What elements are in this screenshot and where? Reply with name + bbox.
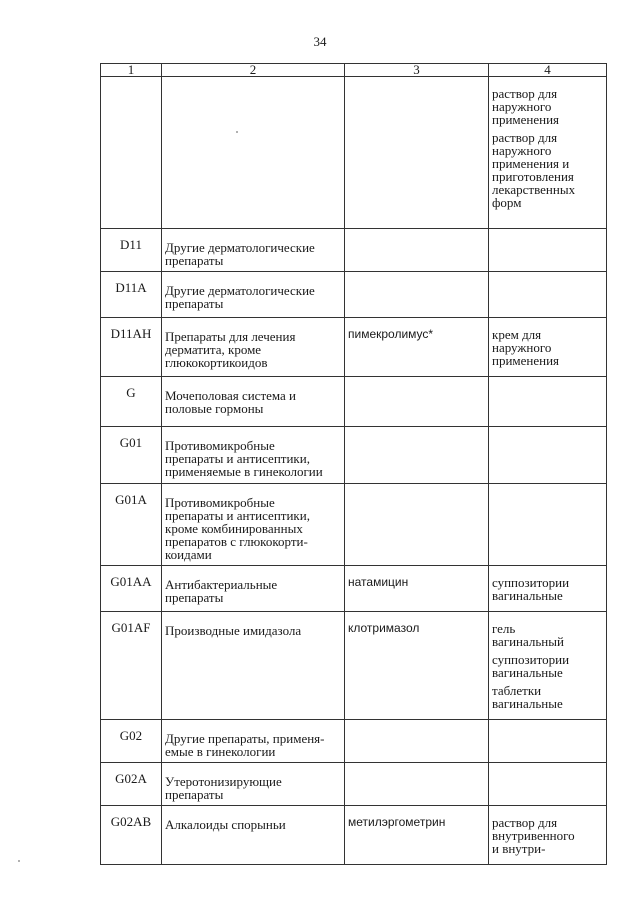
dosage-form: раствор для наружного применения и приготовления лекарственных форм xyxy=(492,130,576,210)
classification-name-cell xyxy=(162,318,345,377)
atc-code-cell: G01AF xyxy=(101,612,162,720)
classification-name: Алкалоиды спорыньи xyxy=(165,817,286,832)
classification-name: Утеротонизирующие препараты xyxy=(165,774,282,802)
atc-code-cell: G01 xyxy=(101,427,162,484)
table-row xyxy=(101,720,607,763)
atc-code-cell xyxy=(101,77,162,229)
dosage-forms-cell xyxy=(489,566,607,612)
dosage-forms-cell xyxy=(489,484,607,566)
table-row xyxy=(101,427,607,484)
classification-name-cell xyxy=(162,806,345,865)
classification-name-cell xyxy=(162,763,345,806)
dosage-forms-cell xyxy=(489,229,607,272)
inn-cell xyxy=(345,77,489,229)
table-row xyxy=(101,806,607,865)
classification-name: Другие препараты, применя- емые в гинекологии xyxy=(165,731,325,759)
atc-code-cell: G02AB xyxy=(101,806,162,865)
inn-cell: метилэргометрин xyxy=(345,806,489,865)
inn-cell xyxy=(345,484,489,566)
inn-cell xyxy=(345,720,489,763)
dosage-forms-cell xyxy=(489,763,607,806)
classification-name: Мочеполовая система и половые гормоны xyxy=(165,388,297,416)
classification-name: Другие дерматологические препараты xyxy=(165,240,315,268)
classification-name-cell xyxy=(162,484,345,566)
classification-name: Противомикробные препараты и антисептики, кроме комбинированных препаратов с глюкокорти- коидами xyxy=(165,495,310,562)
dosage-form: таблетки вагинальные xyxy=(492,683,563,711)
scan-speck xyxy=(18,860,20,862)
table-row xyxy=(101,763,607,806)
table-header-row xyxy=(101,64,607,77)
scan-speck xyxy=(236,131,238,133)
column-header: 2 xyxy=(162,64,345,77)
classification-name-cell xyxy=(162,77,345,229)
table-row xyxy=(101,484,607,566)
table-row xyxy=(101,612,607,720)
dosage-forms-cell xyxy=(489,377,607,427)
classification-name: Препараты для лечения дерматита, кроме глюкокортикоидов xyxy=(165,329,296,370)
atc-code-cell: G02 xyxy=(101,720,162,763)
dosage-forms-cell xyxy=(489,720,607,763)
dosage-forms-cell xyxy=(489,612,607,720)
drug-classification-table xyxy=(100,63,607,865)
inn-cell: пимекролимус* xyxy=(345,318,489,377)
classification-name: Производные имидазола xyxy=(165,623,302,638)
classification-name-cell xyxy=(162,612,345,720)
table-row xyxy=(101,318,607,377)
atc-code-cell: G01AA xyxy=(101,566,162,612)
table-row xyxy=(101,77,607,229)
classification-name: Антибактериальные препараты xyxy=(165,577,278,605)
atc-code-cell: G01A xyxy=(101,484,162,566)
dosage-form: суппозитории вагинальные xyxy=(492,652,570,680)
column-header: 4 xyxy=(489,64,607,77)
dosage-forms-cell xyxy=(489,427,607,484)
inn-cell xyxy=(345,763,489,806)
classification-name: Противомикробные препараты и антисептики, применяемые в гинекологии xyxy=(165,438,323,479)
classification-name-cell xyxy=(162,720,345,763)
classification-name-cell xyxy=(162,229,345,272)
dosage-forms-cell xyxy=(489,77,607,229)
inn-cell xyxy=(345,272,489,318)
dosage-form: раствор для наружного применения xyxy=(492,86,560,127)
inn-cell: натамицин xyxy=(345,566,489,612)
classification-name-cell xyxy=(162,566,345,612)
classification-name-cell xyxy=(162,272,345,318)
inn-cell: клотримазол xyxy=(345,612,489,720)
table-row xyxy=(101,377,607,427)
column-header: 1 xyxy=(101,64,162,77)
atc-code-cell: D11 xyxy=(101,229,162,272)
atc-code-cell: D11A xyxy=(101,272,162,318)
classification-name: Другие дерматологические препараты xyxy=(165,283,315,311)
dosage-form: гель вагинальный xyxy=(492,621,564,649)
classification-name-cell xyxy=(162,377,345,427)
atc-code-cell: G02A xyxy=(101,763,162,806)
table-row xyxy=(101,272,607,318)
inn-cell xyxy=(345,377,489,427)
atc-code-cell: G xyxy=(101,377,162,427)
atc-code-cell: D11AH xyxy=(101,318,162,377)
dosage-form: суппозитории вагинальные xyxy=(492,575,570,603)
page-number: 34 xyxy=(313,34,327,49)
dosage-forms-cell xyxy=(489,806,607,865)
dosage-forms-cell xyxy=(489,272,607,318)
classification-name-cell xyxy=(162,427,345,484)
column-header: 3 xyxy=(345,64,489,77)
dosage-form: раствор для внутривенного и внутри- xyxy=(492,815,575,856)
table-row xyxy=(101,229,607,272)
dosage-form: крем для наружного применения xyxy=(492,327,560,368)
table-row xyxy=(101,566,607,612)
dosage-forms-cell xyxy=(489,318,607,377)
inn-cell xyxy=(345,427,489,484)
inn-cell xyxy=(345,229,489,272)
